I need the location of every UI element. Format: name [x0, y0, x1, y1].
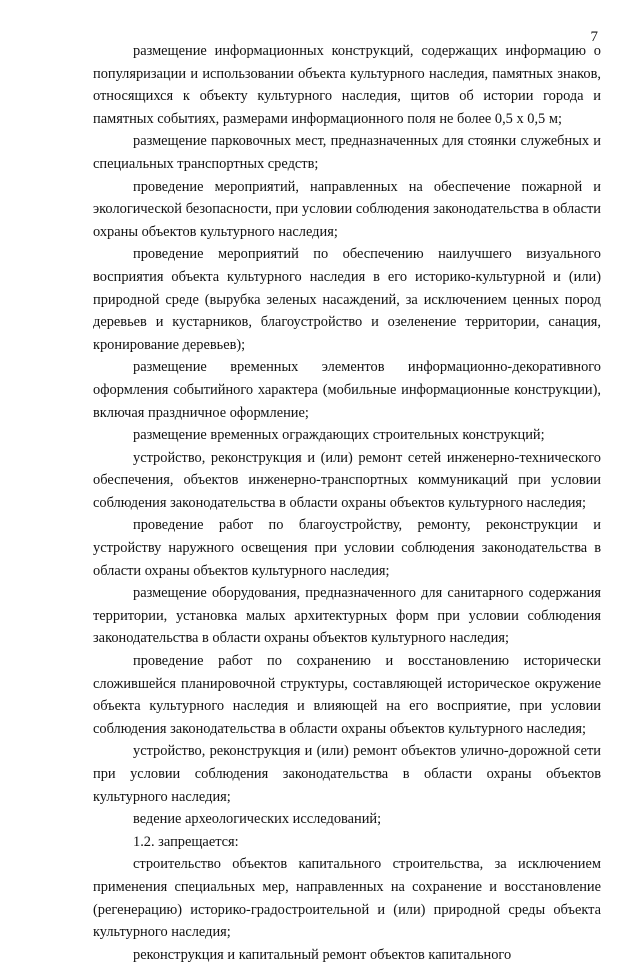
paragraph-parking: размещение парковочных мест, предназначенных для стоянки служебных и специальных транспортных средств; — [93, 133, 601, 172]
paragraph-reconstruction: реконструкция и капитальный ремонт объектов капитального — [133, 946, 512, 963]
paragraph-road-network: устройство, реконструкция и (или) ремонт объектов улично-дорожной сети при условии соблюдения законодательства в области охраны объектов культурного наследия; — [93, 743, 601, 805]
paragraph-engineering-networks: устройство, реконструкция и (или) ремонт сетей инженерно-технического обеспечения, объектов инженерно-транспортных коммуникаций при условии соблюдения законодательства в области охраны объектов культурного наследия; — [93, 449, 601, 511]
paragraph-info-constructions: размещение информационных конструкций, содержащих информацию о популяризации и использовании объекта культурного наследия, памятных знаков, относящихся к объекту культурного наследия, щитов об истории города и памятных событиях, размерами информационного поля не более 0,5 х 0,5 м; — [93, 43, 601, 127]
section-heading-prohibited: 1.2. запрещается: — [133, 833, 239, 850]
paragraph-landscaping-lighting: проведение работ по благоустройству, ремонту, реконструкции и устройству наружного освещения при условии соблюдения законодательства в области охраны объектов культурного наследия; — [93, 517, 601, 579]
document-body — [93, 40, 601, 966]
paragraph-planning-structure: проведение работ по сохранению и восстановлению исторически сложившейся планировочной структуры, составляющей историческое окружение объекта культурного наследия и влияющей на его восприятие, при условии соблюдения законодательства в области охраны объектов культурного наследия; — [93, 653, 601, 737]
paragraph-temporary-fences: размещение временных ограждающих строительных конструкций; — [133, 427, 545, 444]
paragraph-sanitary-equipment: размещение оборудования, предназначенного для санитарного содержания территории, установка малых архитектурных форм при условии соблюдения законодательства в области охраны объектов культурного наследия; — [93, 585, 601, 647]
page-number: 7 — [590, 29, 598, 45]
paragraph-fire-safety: проведение мероприятий, направленных на обеспечение пожарной и экологической безопасности, при условии соблюдения законодательства в области охраны объектов культурного наследия; — [93, 178, 601, 240]
paragraph-archaeology: ведение археологических исследований; — [133, 811, 382, 828]
paragraph-temporary-decor: размещение временных элементов информационно-декоративного оформления событийного характера (мобильные информационные конструкции), включая праздничное оформление; — [93, 359, 601, 421]
paragraph-visual-perception: проведение мероприятий по обеспечению наилучшего визуального восприятия объекта культурного наследия в его историко-культурной и (или) природной среде (вырубка зеленых насаждений, за исключением ценных пород деревьев и кустарников, благоустройство и озеленение территории, санация, кронирование деревьев); — [93, 246, 601, 353]
paragraph-capital-construction: строительство объектов капитального строительства, за исключением применения специальных мер, направленных на сохранение и восстановление (регенерацию) историко-градостроительной и (или) природной среды объекта культурного наследия; — [93, 856, 601, 941]
